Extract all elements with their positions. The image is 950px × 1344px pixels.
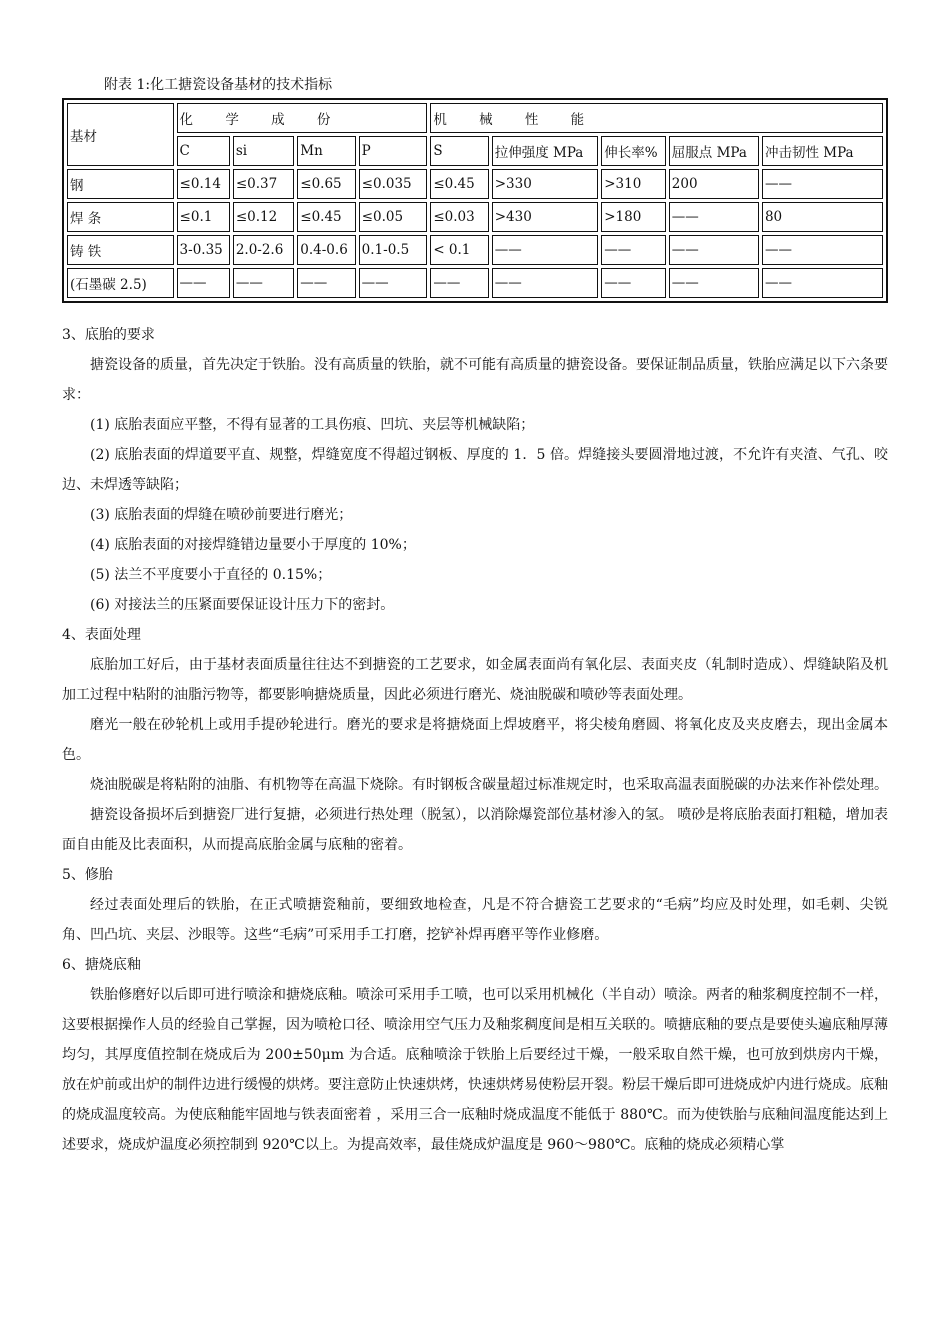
header-mech: 机 械 性 能: [430, 103, 883, 133]
paragraph: 磨光一般在砂轮机上或用手提砂轮进行。磨光的要求是将搪烧面上焊坡磨平，将尖棱角磨圆、将氧化皮及夹皮磨去，现出金属本色。: [62, 717, 888, 763]
table-cell: ——: [762, 235, 883, 265]
table-cell: ≤0.37: [233, 169, 294, 199]
spec-table: [62, 98, 888, 303]
header-base: 基材: [67, 103, 174, 166]
table-caption: 附表 1:化工搪瓷设备基材的技术指标: [104, 77, 333, 93]
col-header: 拉伸强度 MPa: [492, 136, 599, 166]
list-item: (2) 底胎表面的焊道要平直、规整，焊缝宽度不得超过钢板、厚度的 1．5 倍。焊缝接头要圆滑地过渡，不允许有夹渣、气孔、咬边、未焊透等缺陷；: [62, 447, 888, 493]
list-item: (6) 对接法兰的压紧面要保证设计压力下的密封。: [90, 597, 395, 613]
table-cell: < 0.1: [430, 235, 488, 265]
section-heading: 3、底胎的要求: [62, 327, 155, 343]
table-row: [67, 235, 883, 265]
table-cell: ≤0.12: [233, 202, 294, 232]
table-cell: ≤0.45: [297, 202, 355, 232]
col-header: si: [233, 136, 294, 166]
table-cell: ——: [669, 202, 759, 232]
table-row: [67, 169, 883, 199]
col-header: P: [359, 136, 428, 166]
paragraph: 烧油脱碳是将粘附的油脂、有机物等在高温下烧除。有时钢板含碳量超过标准规定时，也采取高温表面脱碳的办法来作补偿处理。: [90, 777, 888, 793]
table-cell: >180: [601, 202, 666, 232]
paragraph: 底胎加工好后，由于基材表面质量往往达不到搪瓷的工艺要求，如金属表面尚有氧化层、表面夹皮（轧制时造成）、焊缝缺陷及机加工过程中粘附的油脂污物等，都要影响搪烧质量，因此必须进行磨光、烧油脱碳和喷砂等表面处理。: [62, 657, 888, 703]
spec-table-container: [62, 98, 888, 303]
table-cell: ≤0.45: [430, 169, 488, 199]
table-cell: ≤0.14: [177, 169, 230, 199]
table-cell: 80: [762, 202, 883, 232]
section-heading: 6、搪烧底釉: [62, 957, 141, 973]
table-cell: ——: [601, 268, 666, 298]
header-row-1: [67, 103, 883, 133]
list-item: (5) 法兰不平度要小于直径的 0.15%；: [90, 567, 332, 583]
table-cell: ——: [492, 235, 599, 265]
table-cell: 0.1-0.5: [359, 235, 428, 265]
table-cell: ——: [430, 268, 488, 298]
table-cell: ≤0.65: [297, 169, 355, 199]
row-label: (石墨碳 2.5): [67, 268, 174, 298]
table-cell: ≤0.03: [430, 202, 488, 232]
table-cell: ——: [762, 169, 883, 199]
col-header: 冲击韧性 MPa: [762, 136, 883, 166]
table-cell: 0.4-0.6: [297, 235, 355, 265]
col-header: S: [430, 136, 488, 166]
table-cell: 3-0.35: [177, 235, 230, 265]
paragraph: 经过表面处理后的铁胎，在正式喷搪瓷釉前，要细致地检查，凡是不符合搪瓷工艺要求的“毛病”均应及时处理，如毛刺、尖锐角、凹凸坑、夹层、沙眼等。这些“毛病”可采用手工打磨，挖铲补焊再磨平等作业修磨。: [62, 897, 888, 943]
table-row: [67, 268, 883, 298]
table-cell: ≤0.035: [359, 169, 428, 199]
section-heading: 4、表面处理: [62, 627, 141, 643]
table-cell: ——: [177, 268, 230, 298]
table-cell: >310: [601, 169, 666, 199]
table-cell: ≤0.1: [177, 202, 230, 232]
table-cell: ——: [762, 268, 883, 298]
table-cell: 2.0-2.6: [233, 235, 294, 265]
paragraph: 搪瓷设备损坏后到搪瓷厂进行复搪，必须进行热处理（脱氢），以消除爆瓷部位基材渗入的氢。 喷砂是将底胎表面打粗糙，增加表面自由能及比表面积，从而提高底胎金属与底釉的密着。: [62, 807, 888, 853]
table-cell: >430: [492, 202, 599, 232]
table-cell: ——: [669, 268, 759, 298]
col-header: 屈服点 MPa: [669, 136, 759, 166]
list-item: (1) 底胎表面应平整，不得有显著的工具伤痕、凹坑、夹层等机械缺陷；: [90, 417, 535, 433]
col-header: 伸长率%: [601, 136, 666, 166]
table-cell: ——: [359, 268, 428, 298]
paragraph: 搪瓷设备的质量，首先决定于铁胎。没有高质量的铁胎，就不可能有高质量的搪瓷设备。要保证制品质量，铁胎应满足以下六条要求：: [62, 357, 888, 403]
list-item: (3) 底胎表面的焊缝在喷砂前要进行磨光；: [90, 507, 353, 523]
table-cell: 200: [669, 169, 759, 199]
paragraph: 铁胎修磨好以后即可进行喷涂和搪烧底釉。喷涂可采用手工喷，也可以采用机械化（半自动）喷涂。两者的釉浆稠度控制不一样，这要根据操作人员的经验自己掌握，因为喷枪口径、喷涂用空气压力及釉浆稠度间是相互关联的。喷搪底釉的要点是要使头遍底釉厚薄均匀，其厚度值控制在烧成后为 200±50μm 为合适。底釉喷涂于铁胎上后要经过干燥，一般采取自然干燥，也可放到烘房内干燥，放在炉前或出炉的制件边进行缓慢的烘烤。要注意防止快速烘烤，快速烘烤易使粉层开裂。粉层干燥后即可进烧成炉内进行烧成。底釉的烧成温度较高。为使底釉能牢固地与铁表面密着 ，采用三合一底釉时烧成温度不能低于 880℃。而为使铁胎与底釉间温度能达到上述要求，烧成炉温度必须控制到 920℃以上。为提高效率，最佳烧成炉温度是 960～980℃。底釉的烧成必须精心掌: [62, 987, 888, 1153]
list-item: (4) 底胎表面的对接焊缝错边量要小于厚度的 10%；: [90, 537, 416, 553]
col-header: Mn: [297, 136, 355, 166]
row-label: 焊 条: [67, 202, 174, 232]
header-row-2: [67, 136, 883, 166]
table-cell: ——: [492, 268, 599, 298]
table-row: [67, 202, 883, 232]
row-label: 钢: [67, 169, 174, 199]
body-text: [62, 320, 888, 1160]
table-cell: ——: [669, 235, 759, 265]
header-chem: 化 学 成 份: [177, 103, 428, 133]
section-heading: 5、修胎: [62, 867, 113, 883]
table-cell: ——: [233, 268, 294, 298]
col-header: C: [177, 136, 230, 166]
table-cell: ≤0.05: [359, 202, 428, 232]
table-cell: ——: [297, 268, 355, 298]
table-cell: >330: [492, 169, 599, 199]
row-label: 铸 铁: [67, 235, 174, 265]
table-cell: ——: [601, 235, 666, 265]
